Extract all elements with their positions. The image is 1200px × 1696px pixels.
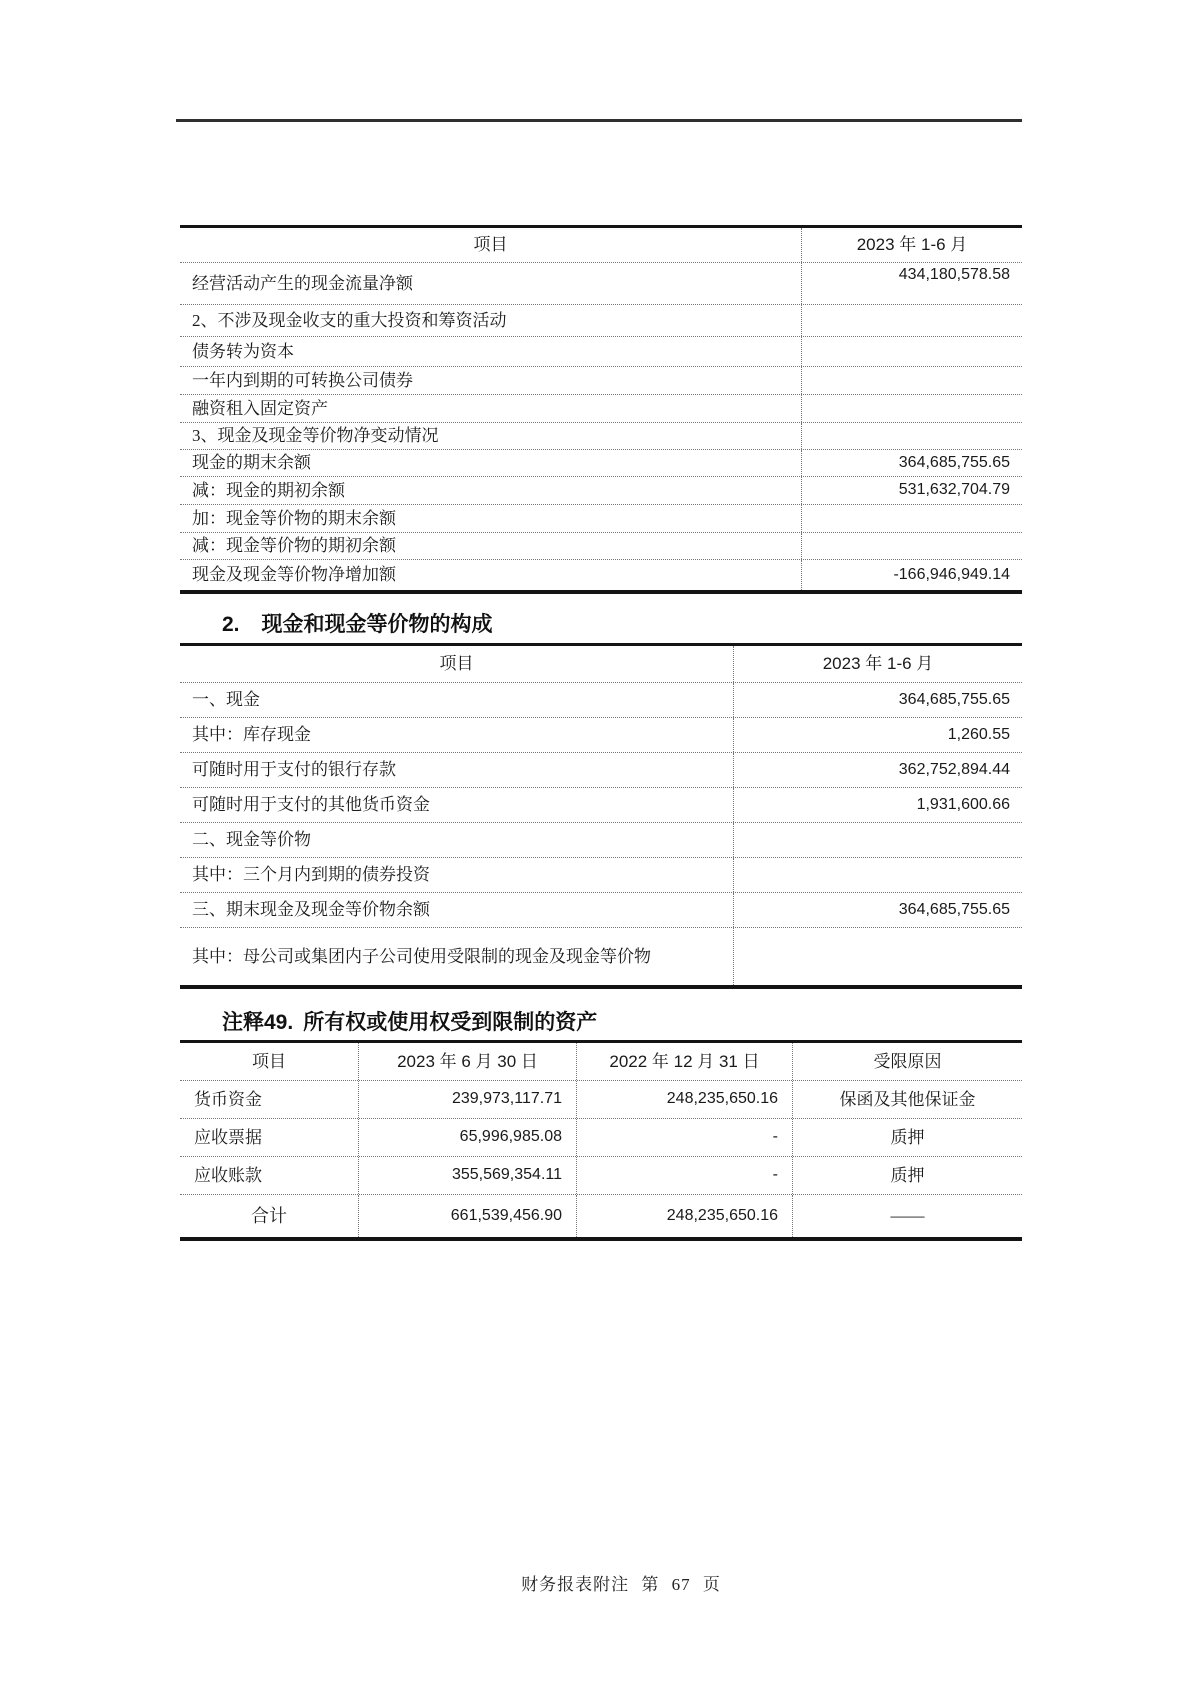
- cash-flow-supplement-table: [180, 225, 1022, 594]
- row-value: [802, 505, 1022, 532]
- cash-composition-table: [180, 643, 1022, 989]
- row-value-2023: 65,996,985.08: [359, 1119, 577, 1156]
- row-value-2022: -: [577, 1119, 793, 1156]
- row-label: 三、期末现金及现金等价物余额: [180, 893, 734, 927]
- row-label: 其中：三个月内到期的债券投资: [180, 858, 734, 892]
- total-label: 合计: [180, 1195, 359, 1237]
- table-row: [180, 305, 1022, 337]
- table-row: [180, 788, 1022, 823]
- row-label: 3、现金及现金等价物净变动情况: [180, 423, 802, 449]
- row-value-2023: 239,973,117.71: [359, 1081, 577, 1118]
- table-header-row: [180, 228, 1022, 263]
- table-row: [180, 823, 1022, 858]
- row-value: [734, 858, 1022, 892]
- table-row: [180, 477, 1022, 505]
- column-header-item: 项目: [180, 1043, 359, 1080]
- row-value: [802, 337, 1022, 366]
- row-label: 债务转为资本: [180, 337, 802, 366]
- section-title: 现金和现金等价物的构成: [261, 613, 493, 636]
- section-heading-restricted-assets: [222, 1006, 597, 1036]
- table-header-row: [180, 646, 1022, 683]
- column-header-item: 项目: [180, 646, 734, 682]
- row-item: 货币资金: [180, 1081, 359, 1118]
- row-value: 531,632,704.79: [898, 481, 1010, 499]
- row-value: [734, 928, 1022, 985]
- table-row: [180, 1157, 1022, 1195]
- page-footer: 财务报表附注 第 67 页: [521, 1575, 721, 1594]
- row-label: 其中：母公司或集团内子公司使用受限制的现金及现金等价物: [180, 928, 734, 985]
- table-row: [180, 858, 1022, 893]
- table-row: [180, 893, 1022, 928]
- column-header-2023: 2023 年 6 月 30 日: [359, 1043, 577, 1080]
- row-value: 434,180,578.58: [898, 266, 1010, 283]
- row-label: 其中：库存现金: [180, 718, 734, 752]
- table-row: [180, 1119, 1022, 1157]
- row-value-2023: 355,569,354.11: [359, 1157, 577, 1194]
- total-reason-dash: ——: [890, 1206, 925, 1226]
- table-row: [180, 533, 1022, 560]
- column-header-item: 项目: [180, 228, 802, 262]
- table-row: [180, 450, 1022, 477]
- table-header-row: [180, 1043, 1022, 1081]
- column-header-period: 2023 年 1-6 月: [856, 235, 968, 255]
- table-row: [180, 337, 1022, 367]
- row-label: 加：现金等价物的期末余额: [180, 505, 802, 532]
- section-number: 2.: [222, 613, 240, 636]
- row-value: 364,685,755.65: [898, 690, 1010, 708]
- row-value: [802, 305, 1022, 336]
- table-row: [180, 505, 1022, 533]
- row-value: [802, 423, 1022, 449]
- row-item: 应收账款: [180, 1157, 359, 1194]
- table-row: [180, 367, 1022, 395]
- table-row: [180, 683, 1022, 718]
- row-value-2022: -: [577, 1157, 793, 1194]
- row-value: [734, 823, 1022, 857]
- section-number: 注释49.: [222, 1011, 294, 1034]
- row-label: 融资租入固定资产: [180, 395, 802, 422]
- row-value: [802, 367, 1022, 394]
- table-total-row: [180, 1195, 1022, 1237]
- table-row: [180, 928, 1022, 985]
- table-row: [180, 423, 1022, 450]
- table-row: [180, 560, 1022, 590]
- total-value-2023: 661,539,456.90: [359, 1195, 577, 1237]
- row-value: 1,260.55: [947, 725, 1010, 743]
- row-value-2022: 248,235,650.16: [577, 1081, 793, 1118]
- restricted-assets-table: [180, 1040, 1022, 1241]
- total-value-2022: 248,235,650.16: [577, 1195, 793, 1237]
- column-header-2022: 2022 年 12 月 31 日: [577, 1043, 793, 1080]
- row-value: [802, 395, 1022, 422]
- row-label: 一、现金: [180, 683, 734, 717]
- row-label: 可随时用于支付的银行存款: [180, 753, 734, 787]
- row-label: 2、不涉及现金收支的重大投资和筹资活动: [180, 305, 802, 336]
- row-label: 可随时用于支付的其他货币资金: [180, 788, 734, 822]
- row-label: 二、现金等价物: [180, 823, 734, 857]
- row-value: -166,946,949.14: [893, 565, 1010, 583]
- row-reason: 质押: [890, 1127, 925, 1147]
- row-label: 一年内到期的可转换公司债券: [180, 367, 802, 394]
- row-value: 1,931,600.66: [916, 795, 1010, 813]
- table-row: [180, 718, 1022, 753]
- table-row: [180, 753, 1022, 788]
- row-value: 364,685,755.65: [898, 900, 1010, 918]
- row-reason: 保函及其他保证金: [839, 1089, 976, 1109]
- column-header-period: 2023 年 1-6 月: [822, 654, 934, 674]
- header-rule: [176, 119, 1022, 122]
- row-label: 经营活动产生的现金流量净额: [180, 263, 802, 304]
- section-title: 所有权或使用权受到限制的资产: [303, 1011, 598, 1034]
- row-label: 现金的期末余额: [180, 450, 802, 476]
- row-label: 现金及现金等价物净增加额: [180, 560, 802, 590]
- column-header-reason: 受限原因: [873, 1051, 942, 1071]
- row-value: [802, 533, 1022, 559]
- row-reason: 质押: [890, 1165, 925, 1185]
- row-item: 应收票据: [180, 1119, 359, 1156]
- table-row: [180, 263, 1022, 305]
- row-value: 364,685,755.65: [898, 453, 1010, 471]
- row-value: 362,752,894.44: [898, 760, 1010, 778]
- row-label: 减：现金等价物的期初余额: [180, 533, 802, 559]
- row-label: 减：现金的期初余额: [180, 477, 802, 504]
- table-row: [180, 1081, 1022, 1119]
- section-heading-cash-composition: [222, 608, 493, 638]
- table-row: [180, 395, 1022, 423]
